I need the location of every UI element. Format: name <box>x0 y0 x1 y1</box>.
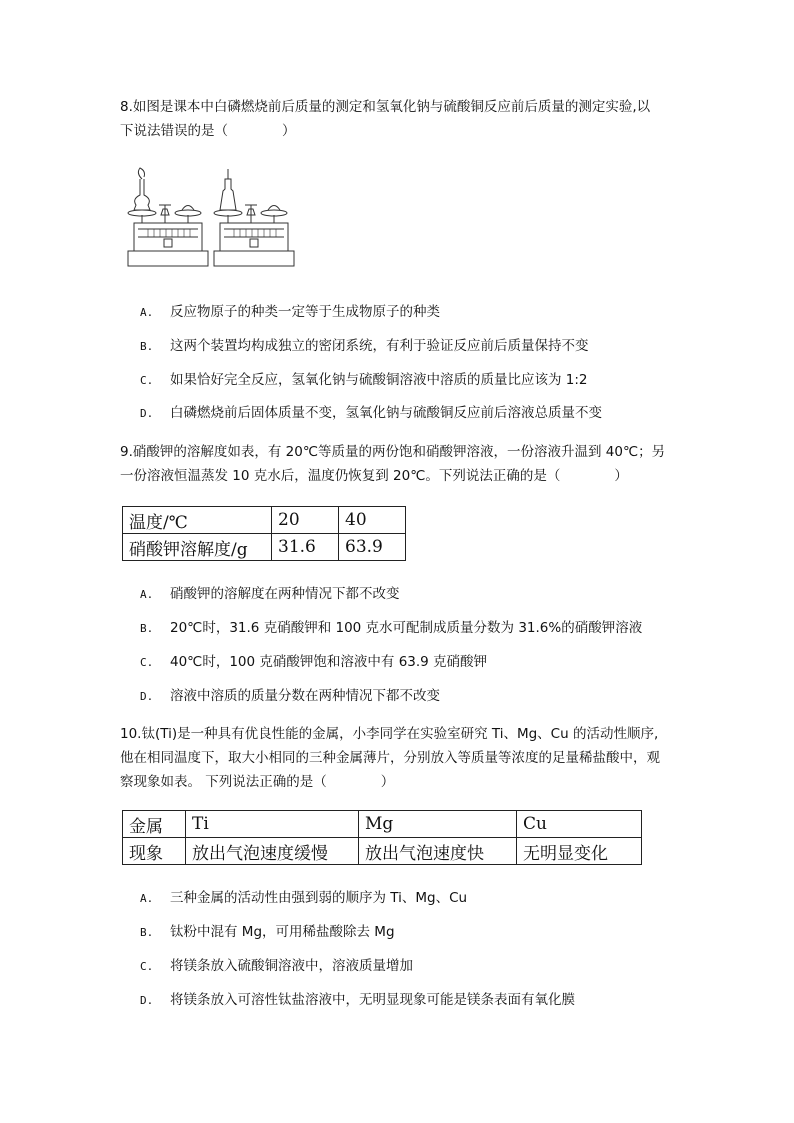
table-cell: 现象 <box>123 838 186 865</box>
q10-option-d[interactable] <box>140 990 575 1011</box>
table-cell: 温度/℃ <box>123 507 272 534</box>
option-letter: A. <box>140 588 154 601</box>
option-letter: C. <box>140 374 154 387</box>
question-9-stem <box>120 440 680 488</box>
option-text: 将镁条放入可溶性钛盐溶液中，无明显现象可能是镁条表面有氧化膜 <box>170 992 575 1008</box>
option-letter: B. <box>140 340 154 353</box>
q10-option-a[interactable] <box>140 888 467 909</box>
solubility-table <box>122 506 406 561</box>
option-text: 反应物原子的种类一定等于生成物原子的种类 <box>170 304 440 320</box>
q8-option-d[interactable] <box>140 403 602 424</box>
option-letter: D. <box>140 994 154 1007</box>
option-text: 钛粉中混有 Mg，可用稀盐酸除去 Mg <box>170 924 395 940</box>
table-row <box>123 811 642 838</box>
option-text: 白磷燃烧前后固体质量不变，氢氧化钠与硫酸铜反应前后溶液总质量不变 <box>170 405 602 421</box>
left-balance-white-phosphorus <box>128 168 208 266</box>
q8-option-a[interactable] <box>140 302 440 323</box>
question-10-line-1: 10.钛(Ti)是一种具有优良性能的金属，小李同学在实验室研究 Ti、Mg、Cu 的活动性顺序, <box>120 726 659 742</box>
table-cell: 硝酸钾溶解度/g <box>123 534 272 561</box>
question-10-line-2: 他在相同温度下，取大小相同的三种金属薄片，分别放入等质量等浓度的足量稀盐酸中，观 <box>120 750 660 766</box>
table-row <box>123 534 406 561</box>
option-text: 这两个装置均构成独立的密闭系统，有利于验证反应前后质量保持不变 <box>170 338 589 354</box>
option-letter: A. <box>140 306 154 319</box>
option-letter: C. <box>140 960 154 973</box>
option-letter: B. <box>140 926 154 939</box>
option-letter: D. <box>140 690 154 703</box>
q9-option-a[interactable] <box>140 584 400 605</box>
table-cell: 63.9 <box>339 534 406 561</box>
table-row <box>123 507 406 534</box>
option-text: 三种金属的活动性由强到弱的顺序为 Ti、Mg、Cu <box>170 890 468 906</box>
q10-option-c[interactable] <box>140 956 413 977</box>
table-cell: 20 <box>272 507 339 534</box>
balance-illustration <box>122 165 297 274</box>
table-cell: 40 <box>339 507 406 534</box>
option-text: 硝酸钾的溶解度在两种情况下都不改变 <box>170 586 400 602</box>
option-letter: D. <box>140 407 154 420</box>
q10-option-b[interactable] <box>140 922 395 943</box>
option-text: 20℃时，31.6 克硝酸钾和 100 克水可配制成质量分数为 31.6%的硝酸钾溶液 <box>170 620 643 636</box>
option-text: 40℃时，100 克硝酸钾饱和溶液中有 63.9 克硝酸钾 <box>170 654 488 670</box>
question-10-line-3: 察现象如表。 下列说法正确的是（ ） <box>120 774 395 790</box>
option-text: 溶液中溶质的质量分数在两种情况下都不改变 <box>170 688 440 704</box>
q8-option-b[interactable] <box>140 336 589 357</box>
option-letter: A. <box>140 892 154 905</box>
table-cell: 无明显变化 <box>517 838 642 865</box>
table-cell: Cu <box>517 811 642 838</box>
question-8-stem <box>120 95 680 143</box>
table-cell: 放出气泡速度缓慢 <box>186 838 359 865</box>
table-row <box>123 838 642 865</box>
question-9-line-2: 一份溶液恒温蒸发 10 克水后，温度仍恢复到 20℃。下列说法正确的是（ ） <box>120 468 628 484</box>
question-8-line-2: 下说法错误的是（ ） <box>120 123 296 139</box>
table-cell: Mg <box>359 811 517 838</box>
option-letter: B. <box>140 622 154 635</box>
table-cell: 31.6 <box>272 534 339 561</box>
option-text: 如果恰好完全反应，氢氧化钠与硫酸铜溶液中溶质的质量比应该为 1:2 <box>170 372 588 388</box>
table-cell: 放出气泡速度快 <box>359 838 517 865</box>
q9-option-d[interactable] <box>140 686 440 707</box>
question-8-line-1: 8.如图是课本中白磷燃烧前后质量的测定和氢氧化钠与硫酸铜反应前后质量的测定实验,以 <box>120 99 651 115</box>
option-text: 将镁条放入硫酸铜溶液中，溶液质量增加 <box>170 958 413 974</box>
metal-reaction-table <box>122 810 642 865</box>
question-9-line-1: 9.硝酸钾的溶解度如表，有 20℃等质量的两份饱和硝酸钾溶液，一份溶液升温到 40℃；另 <box>120 444 666 460</box>
question-10-stem <box>120 722 680 794</box>
q8-option-c[interactable] <box>140 370 588 391</box>
table-cell: Ti <box>186 811 359 838</box>
option-letter: C. <box>140 656 154 669</box>
q9-option-c[interactable] <box>140 652 487 673</box>
balance-apparatus-drawing <box>122 165 297 270</box>
right-balance-sodium-hydroxide-copper-sulfate <box>214 169 294 266</box>
q9-option-b[interactable] <box>140 618 642 639</box>
table-cell: 金属 <box>123 811 186 838</box>
